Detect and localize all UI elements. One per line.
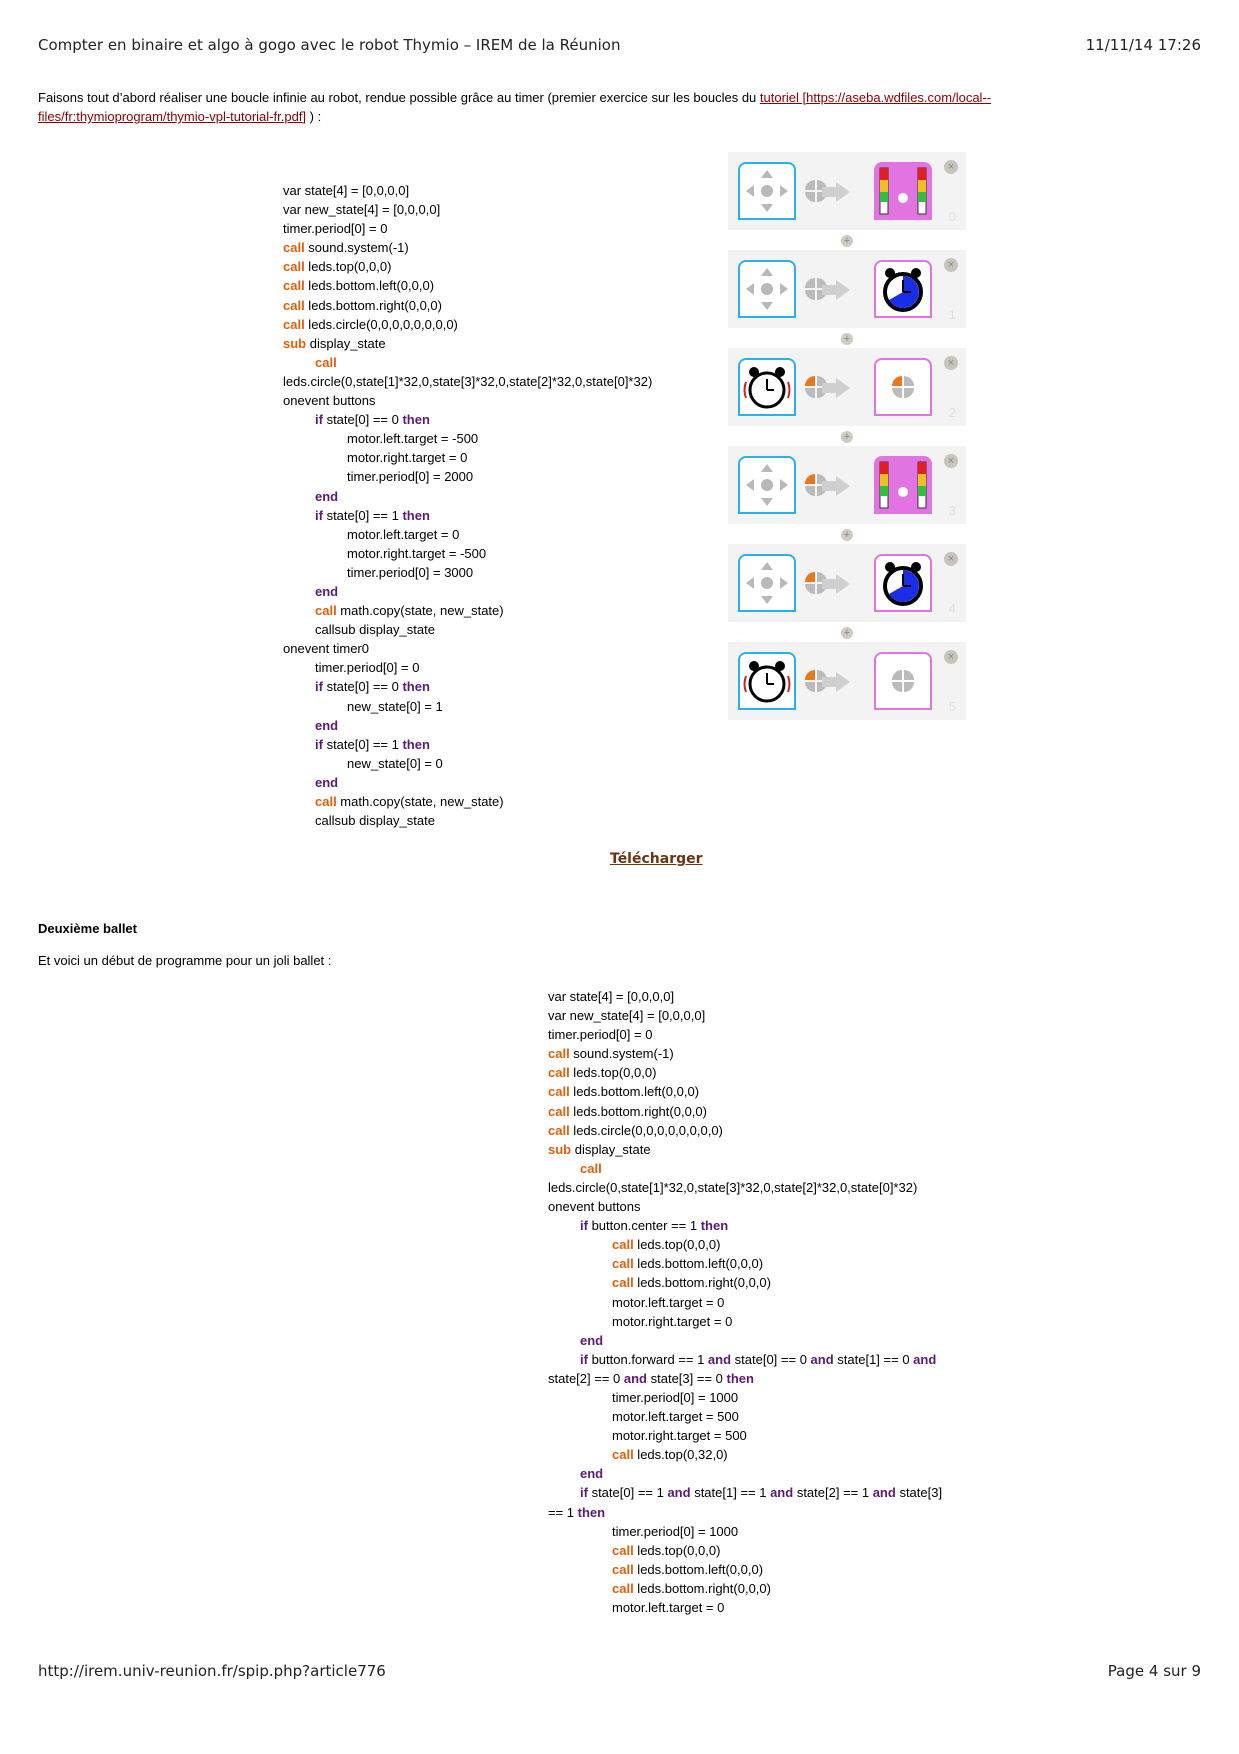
code-text: state[3] == 0 (647, 1370, 727, 1386)
code-line (283, 506, 652, 525)
code-keyword: sub (548, 1141, 572, 1157)
code-text: leds.circle(0,0,0,0,0,0,0,0) (569, 1122, 723, 1138)
code-line (548, 1331, 942, 1350)
code-keyword: call (612, 1580, 634, 1596)
timer-event-icon[interactable] (738, 358, 796, 416)
code-keyword: then (402, 736, 430, 752)
arrow-icon (836, 574, 850, 594)
row-number: 0 (948, 209, 956, 224)
code-line (283, 735, 652, 754)
code-line (548, 1464, 942, 1483)
code-block-2 (548, 987, 942, 1617)
code-line (283, 238, 652, 257)
code-keyword: if (315, 507, 323, 523)
code-line (283, 754, 652, 773)
arrow-icon (836, 476, 850, 496)
code-keyword: if (580, 1218, 588, 1234)
code-line (548, 1006, 942, 1025)
code-text: sound.system(-1) (304, 240, 409, 256)
code-text: leds.bottom.right(0,0,0) (569, 1103, 707, 1119)
code-text: motor.left.target = 0 (612, 1294, 725, 1310)
code-line (283, 601, 652, 620)
add-row-icon[interactable]: + (841, 235, 853, 247)
page-header-datetime: 11/11/14 17:26 (1085, 36, 1201, 54)
code-text: leds.top(0,32,0) (633, 1447, 728, 1463)
code-text: leds.bottom.left(0,0,0) (633, 1256, 764, 1272)
code-line (283, 429, 652, 448)
page-header-title: Compter en binaire et algo à gogo avec le robot Thymio – IREM de la Réunion (38, 36, 621, 54)
code-line (548, 1293, 942, 1312)
buttons-event-icon[interactable] (738, 456, 796, 514)
code-text: timer.period[0] = 0 (283, 221, 388, 237)
code-line (548, 1235, 942, 1254)
code-text: motor.right.target = 0 (612, 1313, 733, 1329)
code-block-1 (283, 181, 652, 830)
code-text: state[0] == 0 (322, 679, 403, 695)
code-text: onevent timer0 (283, 641, 369, 657)
code-keyword: and (623, 1370, 648, 1386)
code-keyword: if (315, 736, 323, 752)
code-keyword: call (612, 1542, 634, 1558)
add-row-icon[interactable]: + (841, 333, 853, 345)
vpl-row (728, 152, 966, 247)
code-line (283, 296, 652, 315)
code-line (283, 677, 652, 696)
code-line (548, 1216, 942, 1235)
code-text: callsub display_state (315, 622, 435, 638)
code-text: state[0] == 0 (322, 412, 403, 428)
code-text: callsub display_state (315, 813, 435, 829)
code-text: sound.system(-1) (569, 1046, 674, 1062)
arrow-icon (836, 672, 850, 692)
remove-icon[interactable]: × (944, 160, 958, 174)
code-text: state[0] == 1 (322, 736, 403, 752)
code-line (283, 181, 652, 200)
add-row-icon[interactable]: + (841, 627, 853, 639)
code-keyword: call (315, 354, 337, 370)
code-line (548, 1598, 942, 1617)
page-footer-url: http://irem.univ-reunion.fr/spip.php?article776 (38, 1662, 386, 1680)
arrow-icon (836, 182, 850, 202)
code-keyword: sub (283, 335, 307, 351)
add-row-icon[interactable]: + (841, 431, 853, 443)
code-keyword: call (612, 1237, 634, 1253)
code-text: var new_state[4] = [0,0,0,0] (548, 1008, 706, 1024)
code-keyword: call (548, 1084, 570, 1100)
code-keyword: end (315, 774, 339, 790)
code-line (548, 1522, 942, 1541)
code-line (283, 716, 652, 735)
page-footer-page-number: Page 4 sur 9 (1107, 1662, 1201, 1680)
code-line (283, 658, 652, 677)
code-keyword: if (315, 679, 323, 695)
code-line (548, 1178, 942, 1197)
code-line (548, 1312, 942, 1331)
code-text: leds.bottom.right(0,0,0) (304, 297, 442, 313)
code-text: leds.circle(0,0,0,0,0,0,0,0) (304, 316, 458, 332)
code-text: timer.period[0] = 1000 (612, 1523, 739, 1539)
code-line (283, 620, 652, 639)
code-text: leds.circle(0,state[1]*32,0,state[3]*32,0,state[2]*32,0,state[0]*32) (283, 373, 653, 389)
code-keyword: call (283, 240, 305, 256)
code-text: leds.bottom.left(0,0,0) (633, 1561, 764, 1577)
code-line (283, 448, 652, 467)
vpl-row (728, 250, 966, 345)
code-text: leds.bottom.right(0,0,0) (633, 1275, 771, 1291)
code-line (283, 353, 652, 372)
add-row-icon[interactable]: + (841, 529, 853, 541)
code-keyword: call (283, 259, 305, 275)
code-text: onevent buttons (283, 393, 376, 409)
code-text: motor.right.target = 500 (612, 1428, 747, 1444)
code-text: == 1 (548, 1504, 578, 1520)
code-text: timer.period[0] = 0 (315, 660, 420, 676)
code-text: leds.bottom.left(0,0,0) (304, 278, 435, 294)
code-line (283, 811, 652, 830)
code-keyword: end (580, 1332, 604, 1348)
code-line (283, 315, 652, 334)
timer-action-icon[interactable] (874, 554, 932, 612)
code-line (548, 1407, 942, 1426)
code-line (548, 1102, 942, 1121)
code-text: motor.left.target = 0 (612, 1600, 725, 1615)
code-keyword: call (612, 1447, 634, 1463)
buttons-event-icon[interactable] (738, 260, 796, 318)
code-keyword: then (577, 1504, 606, 1520)
remove-icon[interactable]: × (944, 454, 958, 468)
code-text: state[0] == 0 (731, 1351, 811, 1367)
intro-text: Faisons tout d’abord réaliser une boucle infinie au robot, rendue possible grâce au timer (premier exercice sur les boucles du (38, 90, 760, 105)
code-line (548, 1369, 942, 1388)
code-text: leds.bottom.left(0,0,0) (569, 1084, 700, 1100)
code-text: state[0] == 1 (322, 507, 403, 523)
code-line (283, 410, 652, 429)
section-heading: Deuxième ballet (38, 921, 137, 936)
code-line (548, 1483, 942, 1502)
code-line (548, 1082, 942, 1101)
code-text: leds.bottom.right(0,0,0) (633, 1580, 771, 1596)
code-line (283, 372, 652, 391)
code-text: display_state (306, 335, 386, 351)
code-text: motor.left.target = -500 (347, 431, 479, 447)
code-text: leds.top(0,0,0) (633, 1237, 721, 1253)
code-text: motor.left.target = 0 (347, 526, 460, 542)
code-keyword: and (770, 1485, 794, 1501)
code-keyword: call (315, 794, 337, 809)
code-text: motor.right.target = 0 (347, 450, 468, 466)
code-line (548, 1350, 942, 1369)
code-text: leds.top(0,0,0) (569, 1065, 657, 1081)
code-line (283, 697, 652, 716)
code-text: math.copy(state, new_state) (336, 603, 504, 619)
code-line (548, 1254, 942, 1273)
timer-action-icon[interactable] (874, 260, 932, 318)
code-line (283, 200, 652, 219)
row-number: 1 (948, 307, 956, 322)
code-keyword: call (548, 1065, 570, 1081)
code-keyword: end (315, 583, 339, 599)
intro-text-end: ) : (306, 109, 322, 124)
code-text: button.center == 1 (587, 1218, 701, 1234)
row-number: 3 (948, 503, 956, 518)
code-line (548, 987, 942, 1006)
code-line (283, 334, 652, 353)
remove-icon[interactable]: × (944, 258, 958, 272)
code-text: timer.period[0] = 1000 (612, 1389, 739, 1405)
code-line (548, 1063, 942, 1082)
code-line (548, 1273, 942, 1292)
code-line (548, 1388, 942, 1407)
code-line (548, 1140, 942, 1159)
code-text: state[1] == 0 (833, 1351, 914, 1367)
code-keyword: call (548, 1103, 570, 1119)
code-line (283, 257, 652, 276)
code-keyword: then (700, 1218, 729, 1234)
remove-icon[interactable]: × (944, 356, 958, 370)
row-number: 5 (948, 699, 956, 714)
remove-icon[interactable]: × (944, 552, 958, 566)
code-line (548, 1503, 942, 1522)
code-keyword: and (872, 1485, 896, 1501)
buttons-event-icon[interactable] (738, 554, 796, 612)
code-keyword: if (315, 412, 323, 428)
color-action-icon[interactable] (874, 456, 932, 514)
row-number: 4 (948, 601, 956, 616)
code-text: motor.left.target = 500 (612, 1409, 739, 1425)
code-line (283, 563, 652, 582)
code-keyword: call (283, 316, 305, 332)
code-keyword: end (315, 717, 339, 733)
intro-paragraph (38, 88, 1138, 126)
code-line (548, 1044, 942, 1063)
code-text: var new_state[4] = [0,0,0,0] (283, 202, 441, 218)
code-keyword: and (707, 1351, 732, 1367)
code-keyword: call (612, 1256, 634, 1272)
code-line (283, 773, 652, 792)
code-text: timer.period[0] = 0 (548, 1027, 653, 1043)
code-line (283, 792, 652, 811)
code-keyword: then (402, 679, 430, 695)
code-keyword: call (580, 1160, 602, 1176)
code-keyword: call (548, 1122, 570, 1138)
tutorial-link[interactable]: tutoriel [https://aseba.wdfiles.com/local--files/fr:thymioprogram/thymio-vpl-tutorial-fr.pdf] (38, 90, 992, 124)
code-line (548, 1121, 942, 1140)
code-line (283, 391, 652, 410)
code-text: leds.top(0,0,0) (633, 1542, 721, 1558)
code-line (548, 1426, 942, 1445)
code-line (548, 1445, 942, 1464)
code-keyword: call (612, 1275, 634, 1291)
vpl-row (728, 348, 966, 443)
state-action-icon[interactable] (874, 652, 932, 710)
code-text: new_state[0] = 1 (347, 698, 443, 714)
color-action-icon[interactable] (874, 162, 932, 220)
arrow-icon (836, 280, 850, 300)
code-keyword: call (283, 297, 305, 313)
code-text: math.copy(state, new_state) (336, 794, 504, 809)
code-text: var state[4] = [0,0,0,0] (283, 183, 410, 198)
code-keyword: end (580, 1466, 604, 1482)
code-line (548, 1541, 942, 1560)
code-text: state[0] == 1 (587, 1485, 668, 1501)
download-link[interactable]: Télécharger (610, 851, 703, 867)
arrow-icon (836, 378, 850, 398)
code-line (283, 487, 652, 506)
code-line (283, 467, 652, 486)
code-line (548, 1025, 942, 1044)
code-keyword: and (667, 1485, 691, 1501)
buttons-event-icon[interactable] (738, 162, 796, 220)
code-line (283, 582, 652, 601)
code-keyword: and (913, 1351, 937, 1367)
code-keyword: call (283, 278, 305, 294)
code-keyword: if (580, 1485, 588, 1501)
code-text: state[2] == 0 (548, 1370, 624, 1386)
code-keyword: then (402, 507, 430, 523)
code-text: var state[4] = [0,0,0,0] (548, 989, 675, 1004)
code-text: new_state[0] = 0 (347, 755, 443, 771)
code-keyword: call (315, 603, 337, 619)
code-text: motor.right.target = -500 (347, 545, 487, 561)
code-line (283, 544, 652, 563)
state-action-icon[interactable] (874, 358, 932, 416)
vpl-row (728, 642, 966, 720)
code-text: display_state (571, 1141, 651, 1157)
section-paragraph: Et voici un début de programme pour un joli ballet : (38, 953, 332, 968)
code-text: button.forward == 1 (587, 1351, 708, 1367)
code-keyword: and (810, 1351, 834, 1367)
code-line (548, 1159, 942, 1178)
code-text: state[2] == 1 (793, 1485, 873, 1501)
code-text: timer.period[0] = 2000 (347, 469, 474, 485)
code-text: leds.top(0,0,0) (304, 259, 392, 275)
code-keyword: end (315, 488, 339, 504)
code-line (283, 525, 652, 544)
row-number: 2 (948, 405, 956, 420)
code-line (283, 219, 652, 238)
code-line (283, 276, 652, 295)
code-line (283, 639, 652, 658)
code-keyword: if (580, 1351, 588, 1367)
vpl-row (728, 544, 966, 639)
code-text: state[3] (895, 1485, 943, 1501)
code-keyword: then (402, 412, 430, 428)
code-line (548, 1197, 942, 1216)
remove-icon[interactable]: × (944, 650, 958, 664)
code-text: onevent buttons (548, 1199, 641, 1215)
code-keyword: call (548, 1046, 570, 1062)
code-text: leds.circle(0,state[1]*32,0,state[3]*32,0,state[2]*32,0,state[0]*32) (548, 1179, 918, 1195)
code-line (548, 1579, 942, 1598)
vpl-program-panel (728, 152, 966, 740)
code-text: state[1] == 1 (690, 1485, 771, 1501)
code-keyword: call (612, 1561, 634, 1577)
timer-event-icon[interactable] (738, 652, 796, 710)
vpl-row (728, 446, 966, 541)
code-line (548, 1560, 942, 1579)
code-keyword: then (726, 1370, 754, 1386)
code-text: timer.period[0] = 3000 (347, 564, 474, 580)
